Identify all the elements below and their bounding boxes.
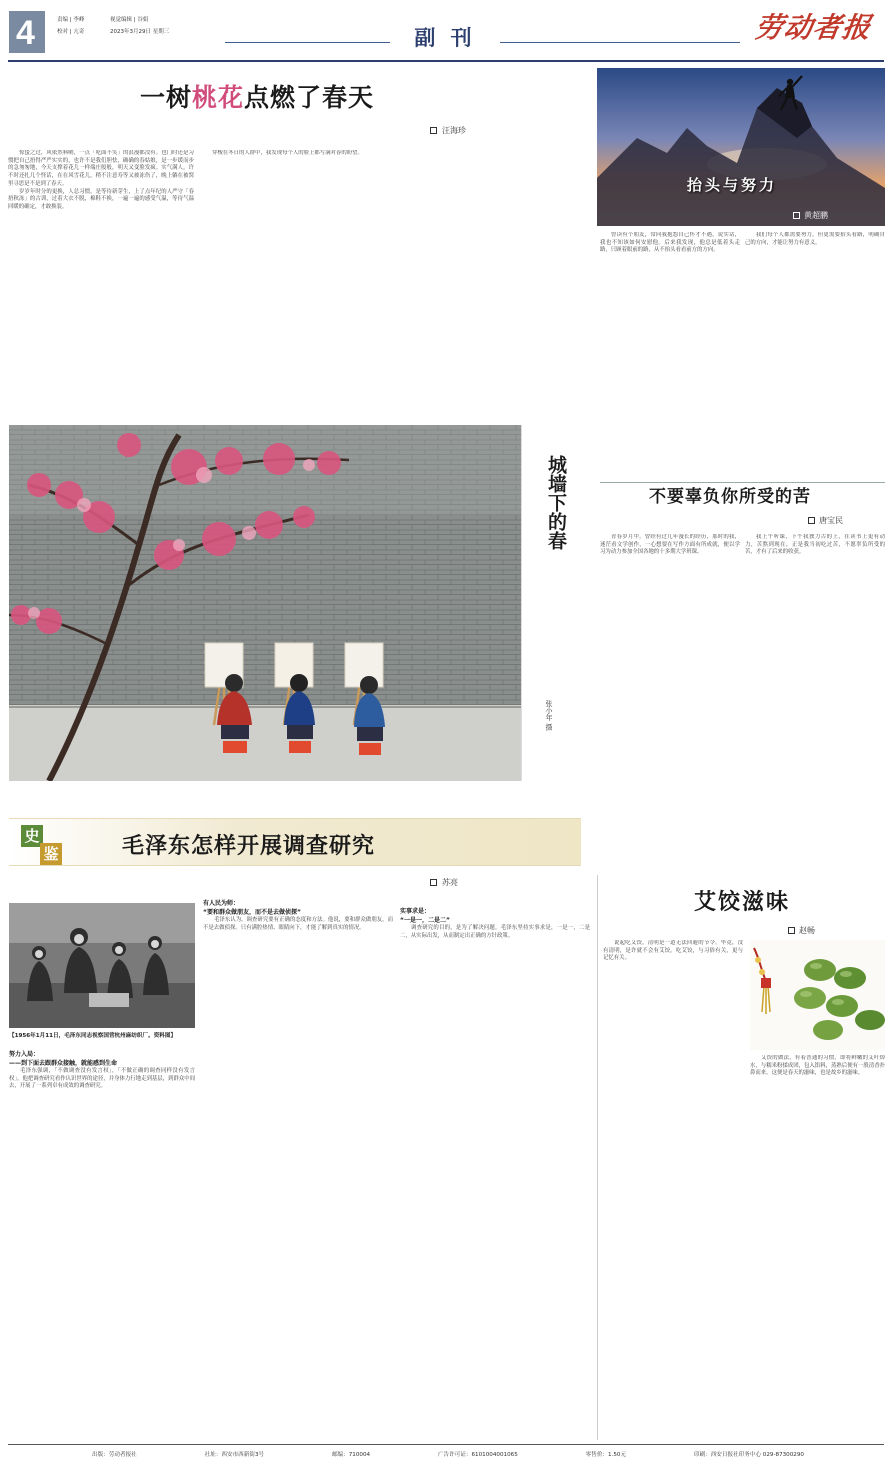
- look-up-title: 抬头与努力: [687, 176, 778, 194]
- peach-byline: [430, 126, 466, 136]
- wormwood-photo: [750, 940, 885, 1050]
- section-title: 副 刊: [414, 25, 476, 50]
- peach-paragraph: 惊蛰之过，风依然料峭，一点「吃面不笑」的浪漫都没有。也门时还是习惯把自己捂得严严实实的，也许不是我们胆怯，确确的春姑娘，是一步缓而步的急匆匆地，今天支撑着花儿一样端庄般般，明天又变脸发疯。实气满人，许不时还扎几个怪话，在在风雪花儿，稍不注意寿等又被冻伤了，晚上躺在被窝里寻思是不是到了春天。: [8, 150, 194, 187]
- masthead-logo: 劳动者报: [752, 11, 874, 44]
- bitter-title: 不要辜负你所受的苦: [649, 487, 811, 507]
- peach-title-part2: 点燃了春天: [244, 83, 375, 112]
- look-up-body-col2: [745, 232, 885, 480]
- history-subhead: “一是一，二是二”: [400, 917, 450, 924]
- editor-label: 责编 | 李峰: [57, 17, 85, 23]
- look-up-body-col1: [600, 232, 740, 480]
- header-rule-left: [225, 42, 390, 43]
- reviewer-label: 校对 | 亢奇: [57, 29, 85, 35]
- history-paragraph: 毛泽东强调，「不做调查没有发言权」，「不做正确的调查同样没有发言权」。他把调查研究看作认识世界的途径，并身体力行地走到基层，到群众中间去，开展了一系列卓有成效的调查研究。: [9, 1068, 195, 1090]
- section-divider: [600, 482, 885, 483]
- wormwood-title: 艾饺滋味: [694, 889, 791, 915]
- history-body-col1: [9, 1050, 195, 1440]
- bitter-author: 唐宝民: [819, 516, 843, 525]
- bitter-body-col1: [600, 534, 740, 864]
- photo-credit: 张小年 摄: [545, 700, 553, 731]
- footer-rule: [8, 1444, 884, 1445]
- column-divider: [597, 875, 598, 1440]
- wormwood-body-col2: [750, 1055, 885, 1440]
- look-up-paragraph: 我们每个人都需要努力，但更需要抬头看路，明确自己的方向，才能让努力有意义。: [745, 232, 885, 246]
- visual-editor-label: 视觉编辑 | 谷娟: [110, 17, 149, 23]
- history-subhead: ——到下面去跟群众接触，就能感到生命: [9, 1060, 118, 1067]
- peach-body-col1: [8, 150, 194, 420]
- history-tag-char2: 鉴: [40, 843, 62, 865]
- wormwood-paragraph: 说起吃艾饺，清明是一道无法回避的节令。毕竟，没有清明，是许就不会有艾饺。吃艾饺，与习俗有关，更与记忆有关。: [603, 940, 743, 962]
- history-subhead: 有人民为师：: [203, 900, 240, 907]
- look-up-hero: [597, 68, 885, 226]
- wormwood-body-col1: [603, 940, 743, 1440]
- inspection-photo-illustration: [9, 903, 195, 1028]
- city-wall-illustration: [9, 425, 521, 781]
- bitter-byline: [808, 516, 843, 526]
- footer-publisher: 出版：劳动者报社: [92, 1452, 137, 1458]
- author-box-icon: [788, 927, 795, 934]
- history-byline: [430, 878, 458, 888]
- footer-postcode: 邮编：710004: [331, 1452, 371, 1458]
- look-up-byline: [793, 211, 828, 221]
- look-up-author: 黄超鹏: [804, 211, 828, 220]
- history-subhead: “要和群众做朋友，而不是去做侦探”: [203, 909, 301, 916]
- peach-paragraph: 岁岁年时分的更换，人总习惯，是等待新芽生，上了点年纪的人严守「春捂秋冻」的古训，过着大衣不脱，棉鞋不换，一遍一遍的感受气温，等待气温回暖的确定，才敢换装。: [8, 188, 194, 210]
- history-subhead: 努力入局：: [9, 1051, 40, 1058]
- footer-price: 零售价：1.50元: [585, 1452, 627, 1458]
- peach-author: 汪海珍: [442, 126, 466, 135]
- peach-body-col3: [400, 150, 590, 420]
- footer-address: 社址：西安市西新街3号: [204, 1452, 265, 1458]
- photo-title: 城墙下的春: [545, 455, 567, 550]
- header-bar: [0, 0, 892, 70]
- bitter-body-col2: [745, 534, 885, 864]
- peach-body-col2: [201, 150, 391, 420]
- footer-printer: 印刷：西安日报社印务中心 029-87300290: [693, 1452, 804, 1458]
- climber-sunset-illustration: [597, 68, 885, 226]
- history-paragraph: 调查研究的目的，是为了解决问题。毛泽东坚持实事求是，一是一，二是二，从实际出发，从而制定出正确的方针政策。: [400, 925, 590, 939]
- history-paragraph: 毛泽东认为，调查研究要有正确的态度和方法。他说，要和群众做朋友，而不是去做侦探。只有满腔热情、眼睛向下，才能了解到真实的情况。: [203, 917, 393, 931]
- page-number: 4: [16, 14, 35, 52]
- peach-paragraph: 穿梭在冬日的人群中，我发现每个人的脸上都写满对春的盼望。: [212, 150, 363, 156]
- wormwood-author: 赵畅: [799, 926, 815, 935]
- history-title: 毛泽东怎样开展调查研究: [122, 833, 376, 859]
- header-bottom-rule: [8, 60, 884, 62]
- author-box-icon: [430, 127, 437, 134]
- history-photo: [9, 903, 195, 1028]
- history-tag-char1: 史: [21, 825, 43, 847]
- bitter-paragraph: 青春岁月中，曾经有过几年漫长的经历，那时的我，迷茫看文学创作，一心想要在写作方面有所成就，便以学习为动力参加全国各地的十多期大学班课。: [600, 534, 740, 556]
- history-body-col3: [400, 895, 590, 1440]
- city-wall-photo: [9, 425, 521, 781]
- history-author: 苏亮: [442, 878, 458, 887]
- peach-title-highlight: 桃花: [192, 83, 245, 112]
- author-box-icon: [430, 879, 437, 886]
- look-up-paragraph: 曾读有个朋友，常向我抱怨自己怀才不遇，说实话，我也不知该如何安慰他。后来我发现，他总是低着头走路，只顾着眼前的路，从不抬头看看前方的方向。: [600, 232, 740, 254]
- peach-title-part1: 一树: [140, 83, 193, 112]
- footer-license: 广告许可证：6101004001065: [437, 1452, 518, 1458]
- wormwood-byline: [788, 926, 815, 936]
- history-subhead: 实事求是：: [400, 908, 431, 915]
- peach-title: [140, 82, 480, 114]
- header-rule-right: [500, 42, 740, 43]
- author-box-icon: [808, 517, 815, 524]
- history-body-col2: [203, 895, 393, 1440]
- dumplings-illustration: [750, 940, 885, 1050]
- history-photo-caption: 【1956年1月11日，毛泽东同志视察国营杭州麻纺织厂。资料图】: [9, 1033, 177, 1039]
- wormwood-paragraph: 艾饺的做法，有着普通的习惯，即将鲜嫩的艾叶焯水，与糯米粉揉成团，包入馅料，蒸熟后便有一股清香扑鼻而来。这便是春天的滋味，也是故乡的滋味。: [750, 1055, 885, 1077]
- bitter-paragraph: 我上午听课，下午我独力古的上，在读书上更有动力，苦熬到现在，正是我当初吃过苦，不愿辜负所受的苦，才有了后来的收获。: [745, 534, 885, 556]
- issue-date: 2023年3月29日 星期三: [110, 29, 170, 35]
- footer: [8, 1448, 884, 1462]
- author-box-icon: [793, 212, 800, 219]
